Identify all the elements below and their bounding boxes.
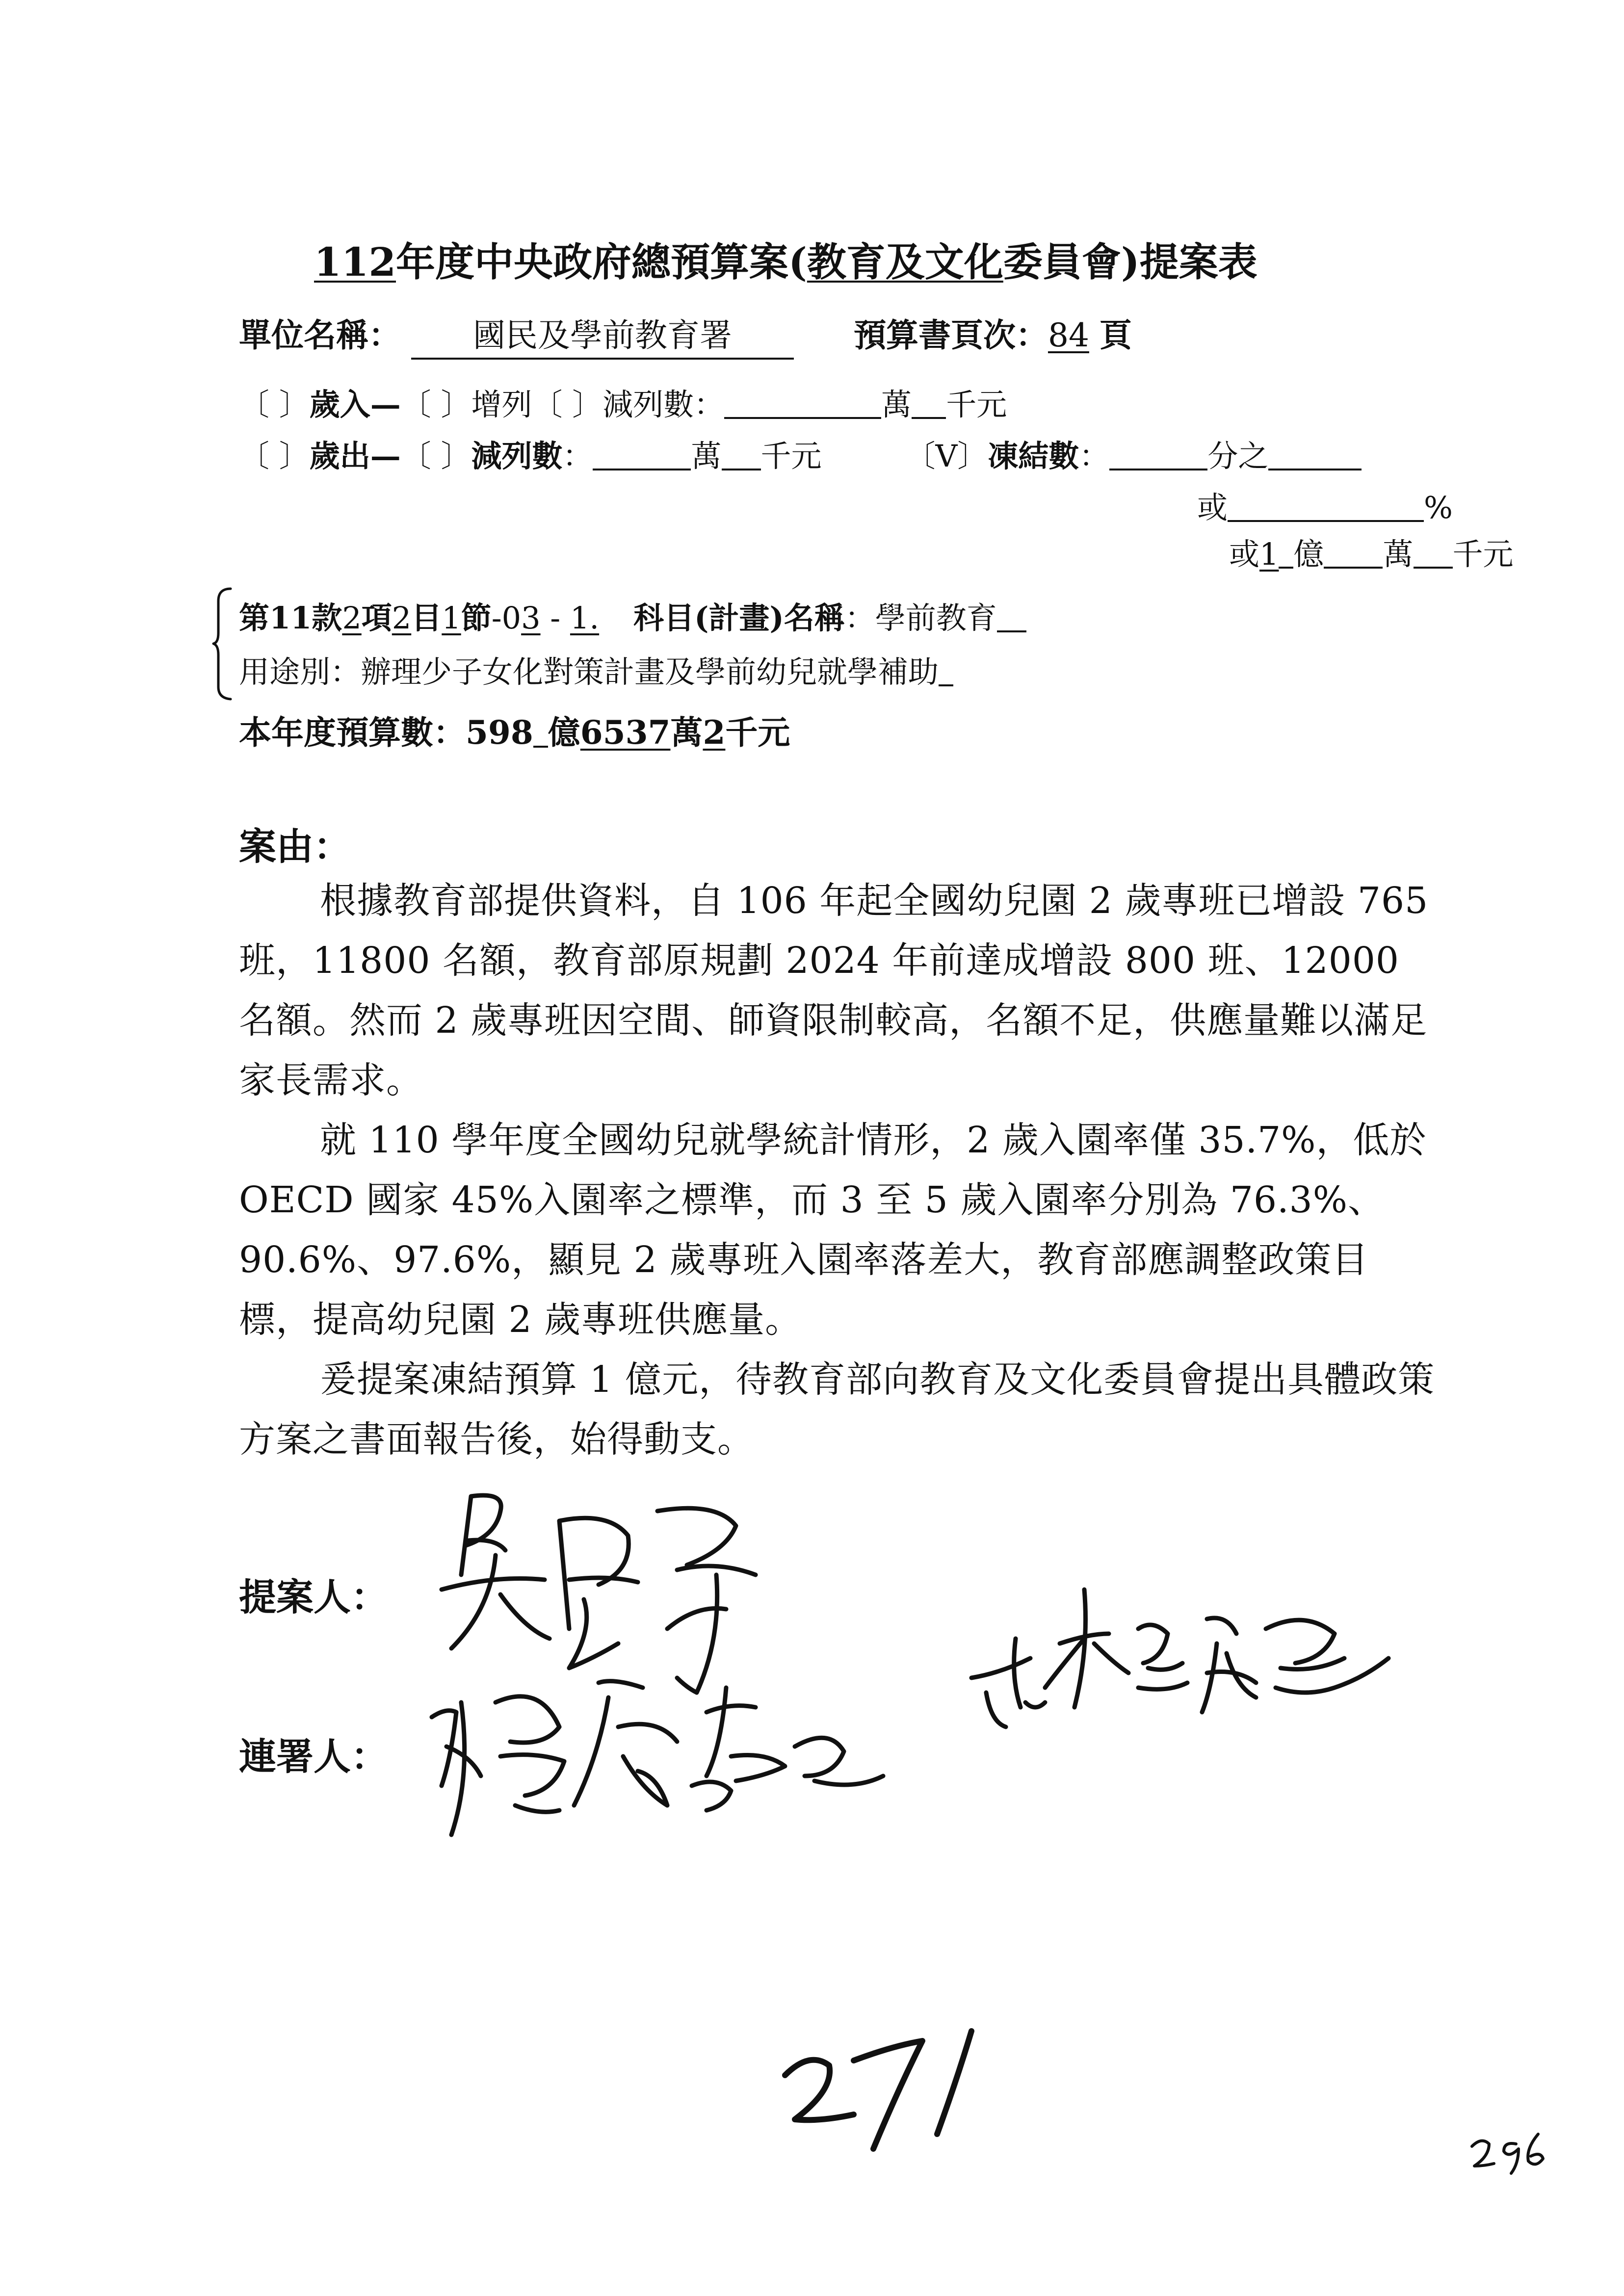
expense-wan: 萬 [691, 438, 722, 474]
usage-value: 辦理少子女化對策計畫及學前幼兒就學補助 [361, 654, 939, 690]
budget-yi-unit: 億 [548, 713, 580, 752]
expense-label: 歲出— [309, 438, 401, 474]
handwritten-number-271 [775, 2021, 1001, 2168]
subject-name-label: 科目(計畫)名稱 [633, 600, 845, 636]
subject-di: 第 [239, 600, 270, 636]
title-committee: 教育及文化 [807, 239, 1003, 285]
freeze-label: 凍結數 [988, 438, 1079, 474]
revenue-thousand: 千元 [946, 387, 1007, 422]
title-suffix: 委員會)提案表 [1003, 239, 1257, 285]
expense-checkbox: 〔 〕 [239, 438, 310, 474]
expense-colon: ： [562, 438, 593, 474]
or-percent-row [1197, 483, 1453, 527]
subject-mu-unit: 目 [411, 600, 442, 636]
unit-row [239, 309, 1132, 360]
percent-sign: % [1424, 490, 1453, 525]
or-percent-or: 或 [1197, 490, 1228, 525]
page-unit: 頁 [1099, 316, 1132, 354]
or-amount-row [1229, 530, 1514, 574]
revenue-row [239, 380, 1007, 424]
proposer-label: 提案人： [239, 1575, 388, 1619]
expense-thousand-blank [722, 438, 761, 470]
freeze-numerator-blank [1109, 438, 1207, 470]
subject-jie: 1 [442, 600, 461, 636]
cosigner-signature-2 [962, 1560, 1413, 1766]
subject-line-2 [239, 648, 953, 691]
subject-name-value: 學前教育 [875, 600, 997, 636]
budget-wan: 6537 [580, 713, 671, 752]
subject-kuan-unit: 款 [312, 600, 342, 636]
page-number-text [1472, 2149, 1481, 2154]
expense-decrease-checkbox: 〔 〕 [400, 438, 471, 474]
revenue-checkbox: 〔 〕 [239, 387, 310, 422]
paragraph-2: 就 110 學年度全國幼兒就學統計情形，2 歲入園率僅 35.7%，低於 OECD 國家 45%入園率之標準，而 3 至 5 歲入園率分別為 76.3%、90.6%、97.6%，顯見 2 歲專班入園率落差大，教育部應調整政策目標，提高幼兒園 2 歲專班供應量。 [239, 1119, 1427, 1341]
budget-label: 本年度預算數： [239, 713, 466, 752]
subject-code-c: - [540, 600, 570, 636]
subject-name-colon: ： [844, 600, 875, 636]
reason-body [239, 871, 1441, 1469]
revenue-decrease: 〔 〕減列數： [532, 387, 725, 422]
revenue-wan-blank [724, 387, 881, 419]
subject-code-d: 1. [570, 600, 600, 636]
revenue-wan: 萬 [881, 387, 912, 422]
or-amount-yi-unit: 億 [1293, 536, 1324, 572]
paragraph-3: 爰提案凍結預算 1 億元，待教育部向教育及文化委員會提出具體政策方案之書面報告後，始得動支。 [239, 1358, 1435, 1461]
paragraph-1: 根據教育部提供資料，自 106 年起全國幼兒園 2 歲專班已增設 765 班，11800 名額，教育部原規劃 2024 年前達成增設 800 班、12000 名額。然而 2 歲專班因空間、師資限制較高，名額不足，供應量難以滿足家長需求。 [239, 880, 1429, 1101]
expense-decrease-label: 減列數 [471, 438, 563, 474]
revenue-increase: 〔 〕增列 [400, 387, 532, 422]
or-amount-thousand-blank [1414, 536, 1453, 569]
subject-kuan: 11 [269, 600, 312, 636]
subject-jie-unit: 節 [461, 600, 492, 636]
subject-line-1 [239, 594, 1026, 637]
expense-thousand: 千元 [760, 438, 822, 474]
revenue-label: 歲入— [309, 387, 401, 422]
freeze-colon: ： [1079, 438, 1110, 474]
page-label: 預算書頁次： [853, 316, 1048, 354]
budget-thousand: 2 [703, 713, 726, 752]
page-value: 84 [1048, 316, 1089, 354]
unit-label: 單位名稱： [239, 316, 401, 354]
expense-row [239, 432, 1362, 475]
or-amount-or: 或 [1229, 536, 1260, 572]
freeze-denominator-blank [1268, 438, 1362, 470]
subject-code-b: 3 [521, 600, 541, 636]
cosigner-signature-1 [412, 1629, 952, 1874]
unit-value: 國民及學前教育署 [411, 309, 794, 360]
title-year: 112 [314, 239, 396, 285]
expense-wan-blank [593, 438, 691, 470]
revenue-thousand-blank [912, 387, 946, 419]
budget-wan-unit: 萬 [670, 713, 703, 752]
freeze-checkbox: 〔V〕 [905, 438, 988, 474]
budget-thousand-unit: 千元 [725, 713, 790, 752]
subject-xiang-unit: 項 [361, 600, 392, 636]
usage-label: 用途別： [239, 654, 361, 690]
budget-row [239, 706, 790, 753]
or-amount-yi: 1 [1259, 536, 1279, 572]
reason-label: 案由： [239, 825, 351, 868]
or-amount-thousand: 千元 [1452, 536, 1514, 572]
handwritten-number-text [785, 2070, 794, 2076]
budget-yi: 598 [466, 713, 533, 752]
percent-blank [1228, 490, 1424, 522]
or-amount-wan-blank [1324, 536, 1383, 569]
cosigner-label: 連署人： [239, 1735, 388, 1778]
subject-xiang: 2 [342, 600, 362, 636]
subject-mu: 2 [392, 600, 412, 636]
subject-code-a: -0 [491, 600, 522, 636]
document-title [314, 231, 1257, 287]
subject-brace [211, 586, 240, 702]
freeze-fraction: 分之 [1207, 438, 1269, 474]
or-amount-wan: 萬 [1383, 536, 1414, 572]
title-prefix: 年度中央政府總預算案( [396, 239, 807, 285]
